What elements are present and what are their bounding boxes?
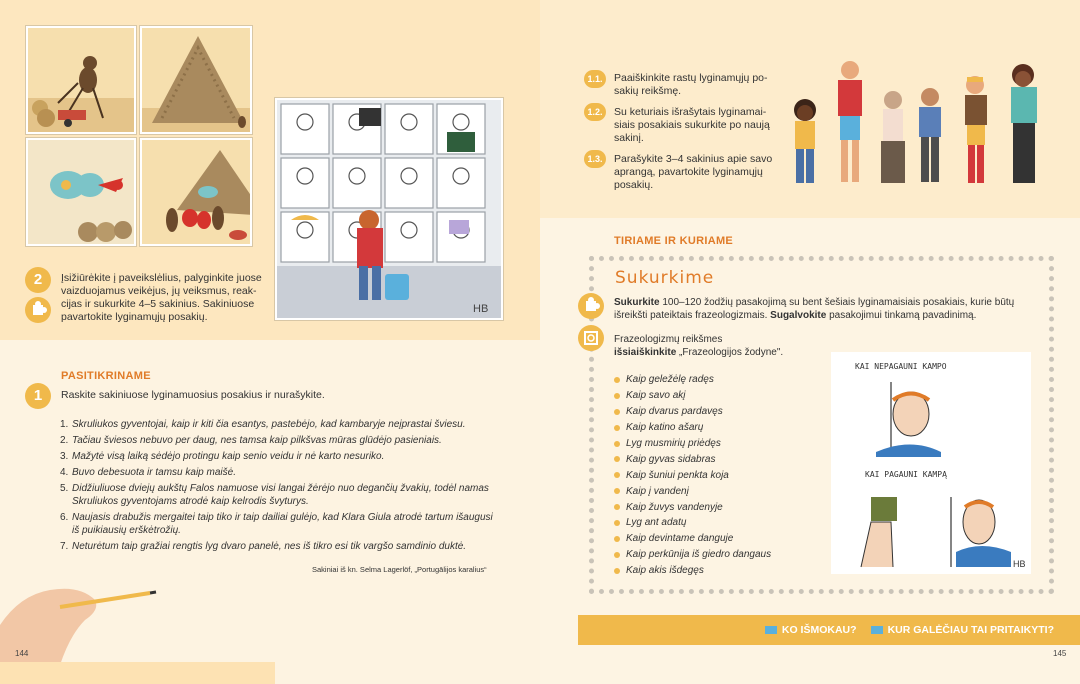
cartoon-caption-bottom: KAI PAGAUNI KAMPĄ xyxy=(865,470,947,479)
children-group-illustration xyxy=(785,55,1055,195)
ant-wheelbarrow-illustration xyxy=(28,28,136,134)
phrase-item: Kaip devintame danguje xyxy=(614,531,771,547)
reflection-item-learned[interactable]: KO IŠMOKAU? xyxy=(765,624,857,636)
left-bottom-strip xyxy=(0,662,275,684)
task-1-1-text: Paaiškinkite rastų lyginamųjų po- sakių reikšmę. xyxy=(614,72,768,97)
task-1-3-text: Parašykite 3–4 sakinius apie savo aprangą, pavartokite lyginamųjų posakių. xyxy=(614,153,773,191)
blue-square-icon xyxy=(871,626,883,634)
phrase-item: Kaip į vandenį xyxy=(614,483,771,499)
page-number-left: 144 xyxy=(15,649,29,658)
task1-text: Raskite sakiniuose lyginamuosius posakius ir nurašykite. xyxy=(61,389,325,401)
corner-cartoon xyxy=(831,352,1031,574)
wardrobe-scene-svg xyxy=(277,100,503,320)
task2-line: cijas ir sukurkite 4–5 sakinius. Sakiniuose xyxy=(61,298,255,310)
task-number-1-1: 1.1. xyxy=(584,70,606,88)
page-number-right: 145 xyxy=(1053,649,1067,658)
section-heading-explore: TIRIAME IR KURIAME xyxy=(614,235,734,247)
sentence-item: 3. Mažytė visą laiką sėdėjo protingu kaip senio veidu ir nė karto nesuriko. xyxy=(60,451,385,463)
sentence-item: 6. Naujasis drabužis mergaitei taip tiko ir taip dailiai gulėjo, kad Klara Giula atrodė tartum išaugusi iš puikiausių erškėtrožių. xyxy=(60,512,493,536)
search-dictionary-icon xyxy=(578,325,604,351)
sentence-item: 2. Tačiau šviesos nebuvo per daug, nes tamsa kaip pilkšvas mūras glūdėjo pasieniais. xyxy=(60,435,442,447)
phrase-item: Kaip katino ašarų xyxy=(614,420,771,436)
sand-pile-illustration xyxy=(142,28,252,134)
butterfly-illustration xyxy=(28,140,136,246)
boy-wardrobe-illustration xyxy=(275,98,503,320)
task-number-2: 2 xyxy=(25,267,51,293)
task-number-1-3: 1.3. xyxy=(584,150,606,168)
phrase-item: Kaip geležėlę radęs xyxy=(614,372,771,388)
phrase-item: Lyg ant adatų xyxy=(614,515,771,531)
sentence-item: 7. Neturėtum taip gražiai rengtis lyg dvaro panelė, nes iš tikro esi tik vargšo samdinio duktė. xyxy=(60,540,467,552)
task2-line: Įsižiūrėkite į paveikslėlius, palyginkite juose xyxy=(61,272,262,284)
task2-text xyxy=(61,272,271,324)
sentence-item: 1. Skruliukos gyventojai, kaip ir kiti čia esantys, pastebėjo, kad kambaryje neįprastai šviesu. xyxy=(60,419,466,430)
phrase-item: Kaip gyvas sidabras xyxy=(614,451,771,467)
phrase-item: Kaip akis išdegęs xyxy=(614,563,771,579)
source-note: Sakiniai iš kn. Selma Lagerlöf, „Portugālijos karalius“ xyxy=(312,565,487,574)
phrase-item: Kaip savo akį xyxy=(614,388,771,404)
cartoon-drawing xyxy=(831,352,1031,574)
comic-panel-butterfly xyxy=(26,138,136,246)
section-heading-check: PASITIKRINAME xyxy=(61,370,151,382)
svg-text:HB: HB xyxy=(1013,559,1026,569)
sentence-list xyxy=(60,419,500,557)
create-title: Sukurkime xyxy=(615,268,715,288)
reflection-item-apply[interactable]: KUR GALĖČIAU TAI PRITAIKYTI? xyxy=(871,624,1054,636)
task-1-2-text: Su keturiais išrašytais lyginamai- siais posakiais sukurkite po naują sakinį. xyxy=(614,106,770,144)
phrase-item: Kaip perkūnija iš giedro dangaus xyxy=(614,547,771,563)
puzzle-icon xyxy=(578,293,604,319)
blue-square-icon xyxy=(765,626,777,634)
sentence-item: 4. Buvo debesuota ir tamsu kaip maišė. xyxy=(60,467,236,479)
comic-panel-sand-pile xyxy=(140,26,252,134)
task2-line: pavartokite lyginamųjų posakių. xyxy=(61,311,208,323)
sentence-item: 5. Didžiuliuose dviejų aukštų Falos namuose visi langai žėrėjo nuo degančių žvakių, todėl namas Skruliukos gyventojams atrodė kaip kelrodis švyturys. xyxy=(60,483,489,507)
task2-line: vaizduojamus veikėjus, jų veiksmus, reak- xyxy=(61,285,257,297)
create-task-text: Sukurkite 100–120 žodžių pasakojimą su bent šešiais lyginamaisiais posakiais, kurie būtų išreikšti pateiktais frazeologizmais. Sugalvokite pasakojimui tinkamą pavadinimą. xyxy=(614,297,1015,321)
svg-text:HB: HB xyxy=(473,303,489,315)
phrase-item: Kaip žuvys vandenyje xyxy=(614,499,771,515)
comic-panel-ant-wheelbarrow xyxy=(26,26,136,134)
comic-panel-crowd xyxy=(140,138,252,246)
phraseology-text: Frazeologizmų reikšmes išsiaiškinkite „Frazeologijos žodyne". xyxy=(614,334,784,358)
insect-crowd-illustration xyxy=(142,140,252,246)
puzzle-icon xyxy=(25,297,51,323)
cartoon-caption-top: KAI NEPAGAUNI KAMPO xyxy=(855,362,947,371)
phrase-item: Kaip šuniui penkta koja xyxy=(614,467,771,483)
phrase-item: Lyg musmirių priėdęs xyxy=(614,436,771,452)
task-number-1-2: 1.2. xyxy=(584,103,606,121)
reflection-bar xyxy=(578,615,1080,645)
phrase-item: Kaip dvarus pardavęs xyxy=(614,404,771,420)
task-number-1: 1 xyxy=(25,383,51,409)
phrase-list xyxy=(614,372,771,579)
